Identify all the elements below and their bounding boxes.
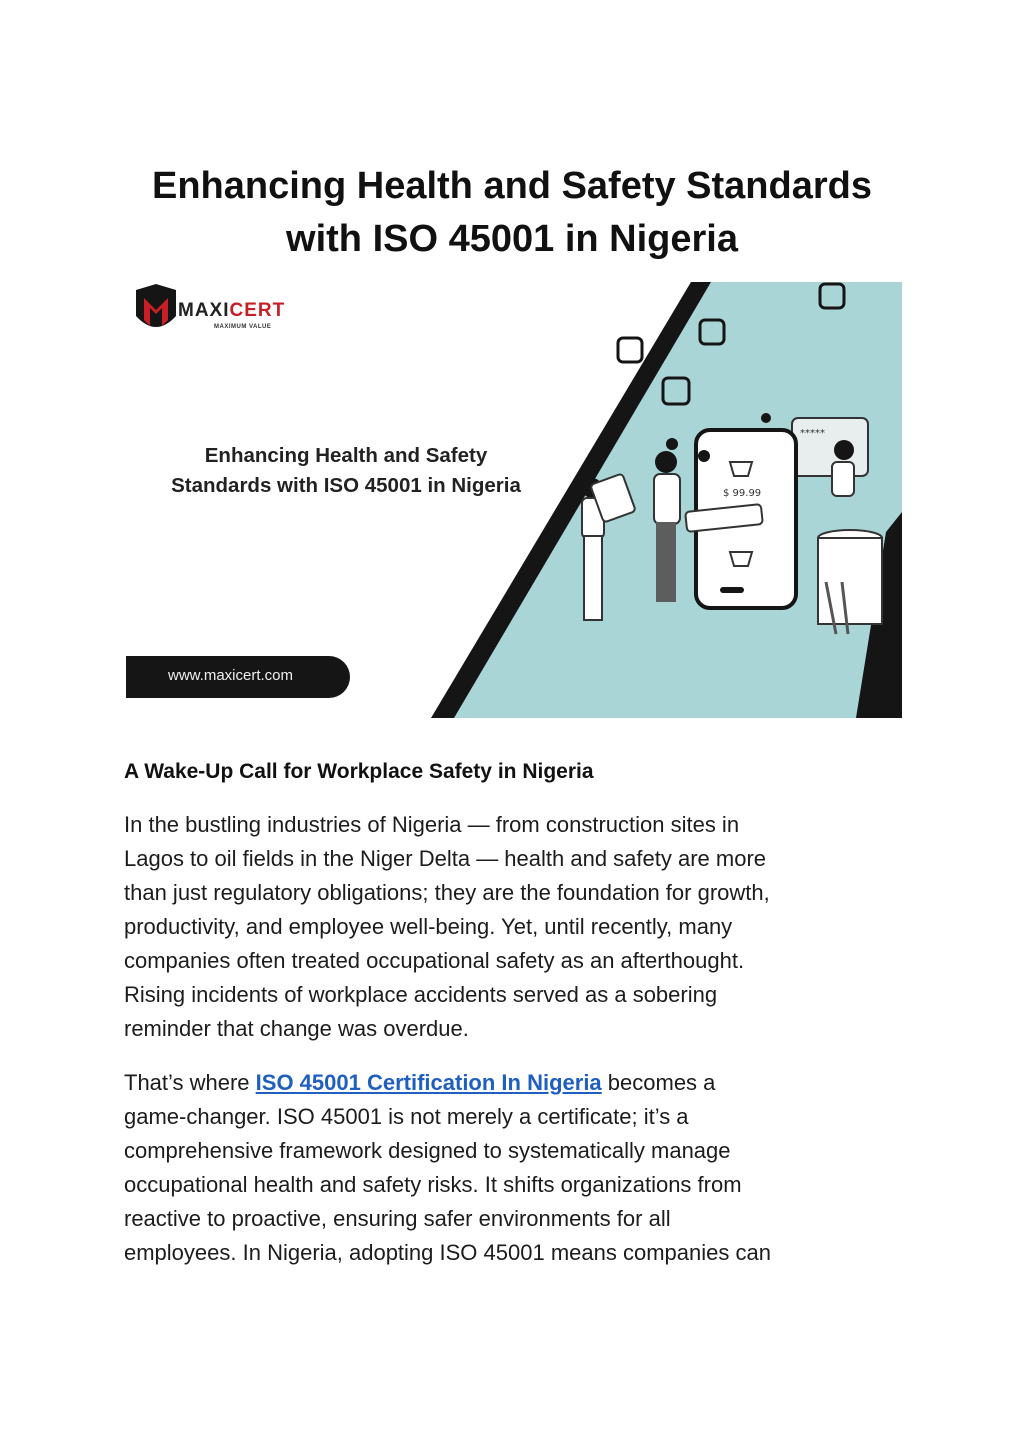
- stool: [818, 538, 882, 624]
- p1-line: companies often treated occupational safety as an afterthought.: [124, 948, 745, 973]
- p2-lead: That’s where: [124, 1070, 256, 1095]
- banner-heading-line-1: Enhancing Health and Safety: [204, 444, 488, 467]
- section-heading: A Wake-Up Call for Workplace Safety in Nigeria: [124, 760, 594, 783]
- website-pill: [126, 656, 350, 698]
- phone-button: [720, 587, 744, 593]
- logo-tagline: MAXIMUM VALUE: [214, 324, 272, 330]
- square-icon: [618, 338, 642, 362]
- p2-line: reactive to proactive, ensuring safer environments for all: [124, 1206, 671, 1231]
- paragraph-1: [124, 808, 904, 1046]
- person-head: [834, 440, 854, 460]
- logo-shield-icon: [136, 284, 176, 327]
- banner-heading-line-2: Standards with ISO 45001 in Nigeria: [171, 474, 521, 497]
- page-title: [0, 160, 1024, 266]
- person-head: [655, 451, 677, 473]
- title-line-1: Enhancing Health and Safety Standards: [151, 165, 873, 207]
- person-legs: [656, 522, 676, 602]
- paragraph-2: [124, 1066, 904, 1270]
- coin-icon: [666, 438, 678, 450]
- banner-heading: [126, 441, 566, 501]
- p1-line: Lagos to oil fields in the Niger Delta — health and safety are more: [124, 846, 767, 871]
- coin-icon: [698, 450, 710, 462]
- coin-icon: [761, 413, 771, 423]
- p1-line: than just regulatory obligations; they are the foundation for growth,: [124, 880, 770, 905]
- person-legs: [584, 536, 602, 620]
- price-label: $ 99.99: [723, 488, 762, 499]
- card-panel: [792, 418, 868, 476]
- password-mask: *****: [800, 428, 825, 439]
- p2-line: comprehensive framework designed to systematically manage: [124, 1138, 731, 1163]
- p2-line: occupational health and safety risks. It shifts organizations from: [124, 1172, 742, 1197]
- p2-tail: becomes a: [601, 1070, 716, 1095]
- person-body: [654, 474, 680, 524]
- p1-line: reminder that change was overdue.: [124, 1016, 469, 1041]
- p1-line: Rising incidents of workplace accidents served as a sobering: [124, 982, 718, 1007]
- person-body: [832, 462, 854, 496]
- p2-line: employees. In Nigeria, adopting ISO 45001 means companies can: [124, 1240, 771, 1265]
- iso-certification-link[interactable]: ISO 45001 Certification In Nigeria: [255, 1070, 602, 1095]
- logo-main: MAXI: [178, 300, 230, 321]
- p1-line: In the bustling industries of Nigeria — from construction sites in: [124, 812, 740, 837]
- logo-wordmark: [178, 300, 285, 322]
- logo-accent: CERT: [229, 300, 286, 321]
- p2-line: game-changer. ISO 45001 is not merely a certificate; it’s a: [124, 1104, 689, 1129]
- p1-line: productivity, and employee well-being. Yet, until recently, many: [124, 914, 733, 939]
- title-line-2: with ISO 45001 in Nigeria: [286, 218, 738, 260]
- website-text: www.maxicert.com: [168, 667, 294, 684]
